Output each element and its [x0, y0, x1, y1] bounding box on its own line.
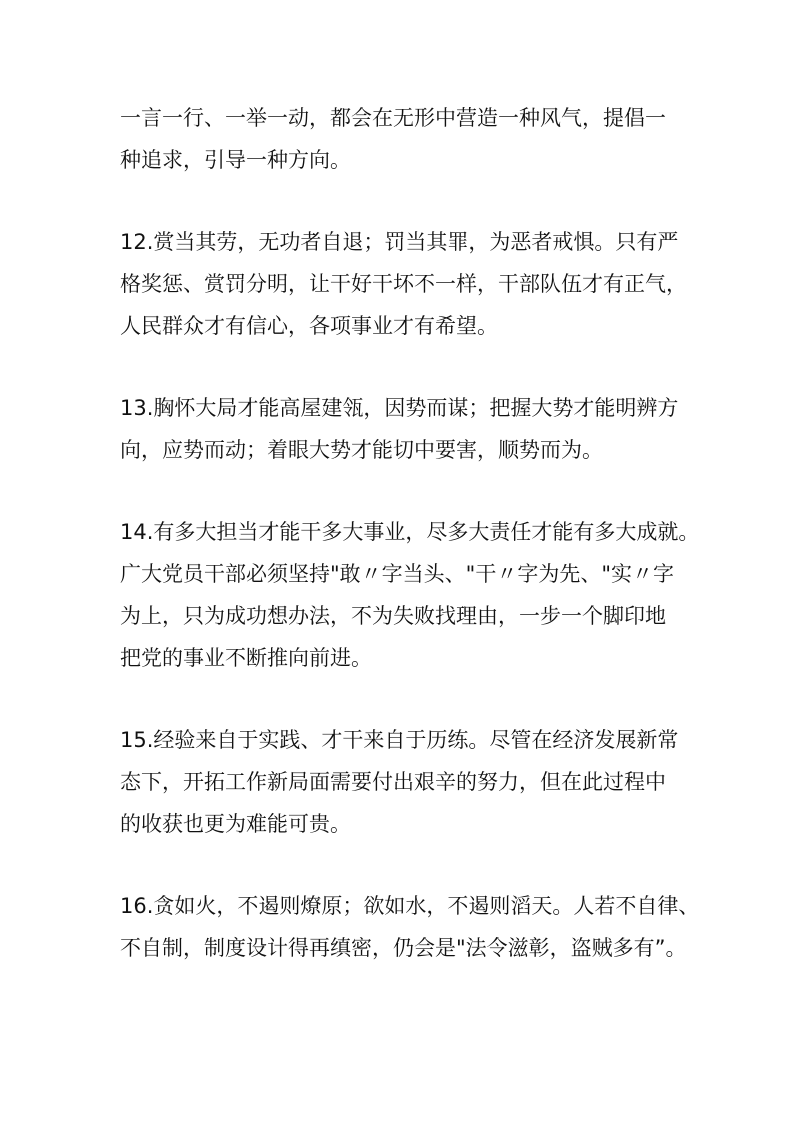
paragraph — [120, 885, 700, 969]
text-line: 为上，只为成功想办法，不为失败找理由，一步一个脚印地 — [120, 604, 666, 628]
text-line: 13.胸怀大局才能高屋建瓴，因势而谋；把握大势才能明辨方 — [120, 396, 679, 420]
paragraph — [120, 511, 700, 679]
text-line: 的收获也更为难能可贵。 — [120, 812, 351, 836]
text-line: 向，应势而动；着眼大势才能切中要害，顺势而为。 — [120, 438, 603, 462]
text-line: 广大党员干部必须坚持"敢〃字当头、"干〃字为先、"实〃字 — [120, 562, 674, 586]
text-line: 格奖惩、赏罚分明，让干好干坏不一样，干部队伍才有正气， — [120, 272, 687, 296]
text-line: 14.有多大担当才能干多大事业，尽多大责任才能有多大成就。 — [120, 520, 700, 544]
text-line: 一言一行、一举一动，都会在无形中营造一种风气，提倡一 — [120, 106, 666, 130]
text-line: 人民群众才有信心，各项事业才有希望。 — [120, 314, 498, 338]
paragraph — [120, 719, 700, 845]
text-line: 把党的事业不断推向前进。 — [120, 646, 372, 670]
paragraph — [120, 387, 700, 471]
text-line: 15.经验来自于实践、才干来自于历练。尽管在经济发展新常 — [120, 728, 679, 752]
text-line: 12.赏当其劳，无功者自退；罚当其罪，为恶者戒惧。只有严 — [120, 230, 679, 254]
document-body — [120, 97, 700, 1009]
text-line: 不自制，制度设计得再缜密，仍会是"法令滋彰，盗贼多有”。 — [120, 936, 687, 960]
paragraph — [120, 97, 700, 181]
paragraph — [120, 221, 700, 347]
text-line: 种追求，引导一种方向。 — [120, 148, 351, 172]
text-line: 16.贪如火，不遏则燎原；欲如水，不遏则滔天。人若不自律、 — [120, 894, 700, 918]
text-line: 态下，开拓工作新局面需要付出艰辛的努力，但在此过程中 — [120, 770, 666, 794]
